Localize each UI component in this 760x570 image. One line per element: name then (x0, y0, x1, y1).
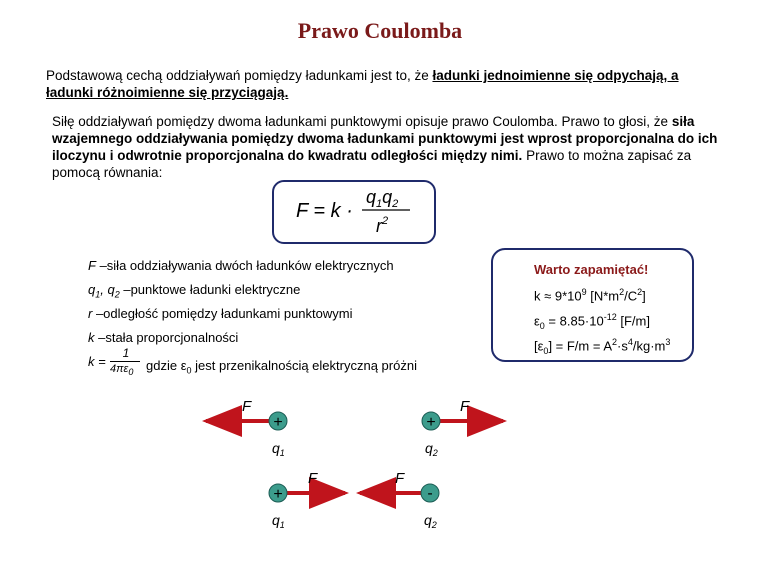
formula-lhs: F = k · (296, 200, 353, 222)
def-charges: $q_1$, $q_2$ –punktowe ładunki elektryczne (88, 282, 301, 300)
law-paragraph (52, 113, 720, 181)
page-title: Prawo Coulomba (297, 18, 463, 43)
force-label: F (460, 398, 470, 415)
label-q2: $q_2$ (424, 512, 437, 530)
formula-numerator: $q_1q_2$ (366, 187, 399, 210)
force-diagram (0, 380, 760, 570)
def-force: F –siła oddziaływania dwóch ładunków elektrycznych (88, 258, 394, 273)
intro-underlined: ładunki jednoimienne się odpychają, a ładunki różnoimienne się przyciągają. (46, 68, 679, 100)
epsilon-value: $\varepsilon_0 = 8.85\cdot 10^{-12}$ [F/m] (534, 312, 650, 331)
law-text-after: Prawo to można zapisać za pomocą równania: (52, 148, 692, 180)
intro-text: Podstawową cechą oddziaływań pomiędzy ładunkami jest to, że (46, 68, 433, 83)
plus-sign: + (426, 414, 436, 431)
label-q1: $q_1$ (272, 512, 285, 530)
coulomb-formula (296, 184, 426, 240)
intro-paragraph (46, 67, 706, 101)
plus-sign: + (273, 486, 283, 503)
law-bold: siła wzajemnego oddziaływania pomiędzy dwoma ładunkami punktowymi jest wprost proporcjonalna do ich iloczynu i odwrotnie proporcjonalna do kwadratu odległości między nimi. (52, 114, 718, 163)
def-distance: r –odległość pomiędzy ładunkami punktowymi (88, 306, 353, 321)
force-label: F (242, 398, 252, 415)
law-text-before: Siłę oddziaływań pomiędzy dwoma ładunkami punktowymi opisuje prawo Coulomba. Prawo to głosi, że (52, 114, 672, 129)
minus-sign: - (427, 485, 433, 502)
k-fraction-bar (110, 361, 140, 362)
def-constant: k –stała proporcjonalności (88, 330, 239, 345)
label-q1: $q_1$ (272, 440, 285, 458)
plus-sign: + (273, 414, 283, 431)
k-value: $k \approx 9*10^9$ $[N*m^2/C^2]$ (534, 287, 646, 304)
force-label: F (395, 470, 405, 487)
remember-title: Warto zapamiętać! (534, 262, 649, 277)
label-q2: $q_2$ (425, 440, 438, 458)
force-label: F (308, 470, 318, 487)
formula-denominator: $r^2$ (376, 215, 389, 236)
epsilon-units: $[\varepsilon_0] = F/m = A^2\cdot s^4/kg\cdot m^3$ (534, 337, 671, 356)
